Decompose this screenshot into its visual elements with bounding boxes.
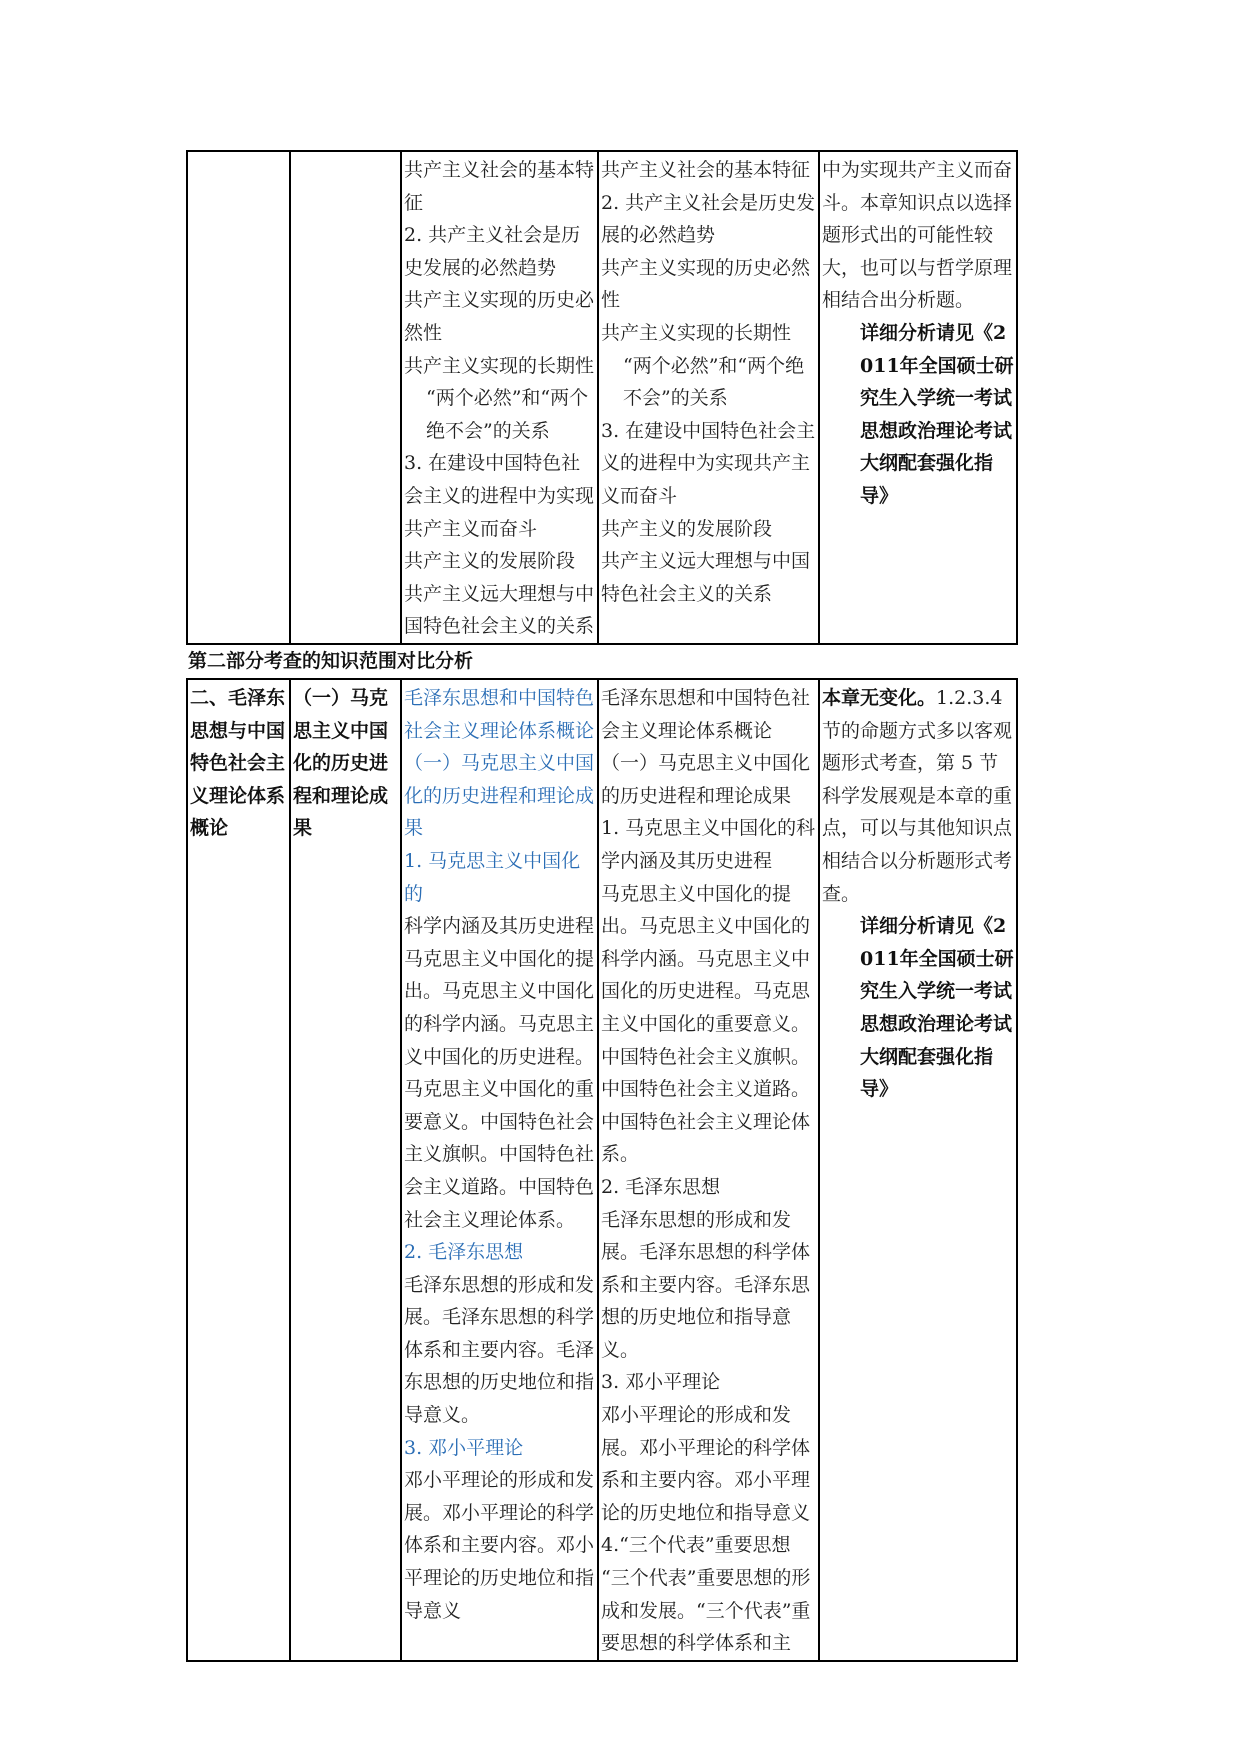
analysis-text: 中为实现共产主义而奋斗。本章知识点以选择题形式出的可能性较大，也可以与哲学原理相结合出分析题。: [822, 159, 1013, 312]
new-item-8: 共产主义远大理想与中国特色社会主义的关系: [601, 550, 811, 605]
new-text-2: （一）马克思主义中国化的历史进程和理论成果: [601, 752, 811, 807]
new-item-1: 共产主义社会的基本特征: [601, 159, 811, 181]
new-item-6: 3. 在建设中国特色社会主义的进程中为实现共产主义而奋斗: [601, 419, 816, 507]
old-text-1: 科学内涵及其历史进程: [404, 915, 595, 938]
old-item-1: 共产主义社会的基本特征: [404, 159, 595, 214]
old-item-8: 共产主义远大理想与中国特色社会主义的关系: [404, 582, 595, 638]
old-heading-4: 2. 毛泽东思想: [404, 1241, 524, 1264]
new-text-6: 毛泽东思想的形成和发展。毛泽东思想的科学体系和主要内容。毛泽东思想的历史地位和指导意义。: [601, 1208, 811, 1361]
new-item-4: 共产主义实现的长期性: [601, 321, 792, 344]
old-item-7: 共产主义的发展阶段: [404, 550, 576, 573]
new-item-3: 共产主义实现的历史必然性: [601, 256, 811, 312]
old-text-2: 马克思主义中国化的提出。马克思主义中国化的科学内涵。马克思主义中国化的历史进程。马克思主义中国化的重要意义。中国特色社会主义旗帜。中国特色社会主义道路。中国特色社会主义理论体系。: [404, 947, 595, 1231]
cell-new-syllabus-2: [598, 679, 819, 1661]
cell-section-title: （一）马克思主义中国化的历史进程和理论成果: [290, 679, 401, 1661]
section-heading: 第二部分考查的知识范围对比分析: [188, 650, 474, 672]
new-item-5: “两个必然”和“两个绝不会”的关系: [623, 354, 805, 410]
old-item-4: 共产主义实现的长期性: [404, 354, 595, 377]
cell-new-syllabus: [598, 151, 819, 644]
new-text-1: 毛泽东思想和中国特色社会主义理论体系概论: [601, 687, 811, 742]
old-item-3: 共产主义实现的历史必然性: [404, 289, 595, 344]
cell-old-syllabus-2: [401, 679, 598, 1661]
cell-analysis: [819, 151, 1017, 644]
old-heading-2: （一）马克思主义中国化的历史进程和理论成果: [404, 752, 595, 840]
new-text-10: “三个代表”重要思想的形成和发展。“三个代表”重要思想的科学体系和主: [601, 1567, 811, 1655]
new-item-2: 2. 共产主义社会是历史发展的必然趋势: [601, 191, 816, 247]
new-text-4: 马克思主义中国化的提出。马克思主义中国化的科学内涵。马克思主义中国化的历史进程。马克思主义中国化的重要意义。中国特色社会主义旗帜。中国特色社会主义道路。中国特色社会主义理论体系。: [601, 882, 811, 1166]
new-text-8: 邓小平理论的形成和发展。邓小平理论的科学体系和主要内容。邓小平理论的历史地位和指导意义: [601, 1404, 811, 1524]
cell-old-syllabus: [401, 151, 598, 644]
new-item-7: 共产主义的发展阶段: [601, 517, 773, 540]
cell-chapter-title: 二、毛泽东思想与中国特色社会主义理论体系概论: [187, 679, 290, 1661]
cell-empty-col1: [187, 151, 290, 644]
analysis-reference: 详细分析请见《2011年全国硕士研究生入学统一考试 思想政治理论考试大纲配套强化指导》: [860, 321, 1014, 507]
new-text-5: 2. 毛泽东思想: [601, 1175, 721, 1198]
cell-analysis-2: [819, 679, 1017, 1661]
old-text-3: 毛泽东思想的形成和发展。毛泽东思想的科学体系和主要内容。毛泽东思想的历史地位和指导意义。: [404, 1273, 595, 1427]
analysis-text-2: 1.2.3.4 节的命题方式多以客观题形式考查，第 5 节科学发展观是本章的重点，可以与其他知识点相结合以分析题形式考查。: [822, 687, 1013, 905]
old-item-6: 3. 在建设中国特色社会主义的进程中为实现共产主义而奋斗: [404, 452, 595, 540]
analysis-reference-2: 详细分析请见《2011年全国硕士研究生入学统一考试 思想政治理论考试大纲配套强化指导》: [860, 915, 1014, 1101]
old-heading-1: 毛泽东思想和中国特色社会主义理论体系概论: [404, 687, 595, 742]
comparison-table-continued: [186, 150, 1018, 645]
old-heading-5: 3. 邓小平理论: [404, 1436, 524, 1459]
analysis-no-change: 本章无变化。: [822, 687, 937, 709]
new-text-3: 1. 马克思主义中国化的科学内涵及其历史进程: [601, 817, 816, 872]
new-text-7: 3. 邓小平理论: [601, 1371, 721, 1394]
old-text-4: 邓小平理论的形成和发展。邓小平理论的科学体系和主要内容。邓小平理论的历史地位和指导意义: [404, 1469, 595, 1622]
old-heading-3: 1. 马克思主义中国化的: [404, 849, 581, 905]
cell-empty-col2: [290, 151, 401, 644]
comparison-table-part2: [186, 678, 1018, 1662]
old-item-5: “两个必然”和“两个绝不会”的关系: [426, 387, 589, 442]
old-item-2: 2. 共产主义社会是历史发展的必然趋势: [404, 224, 581, 279]
new-text-9: 4.“三个代表”重要思想: [601, 1534, 791, 1557]
